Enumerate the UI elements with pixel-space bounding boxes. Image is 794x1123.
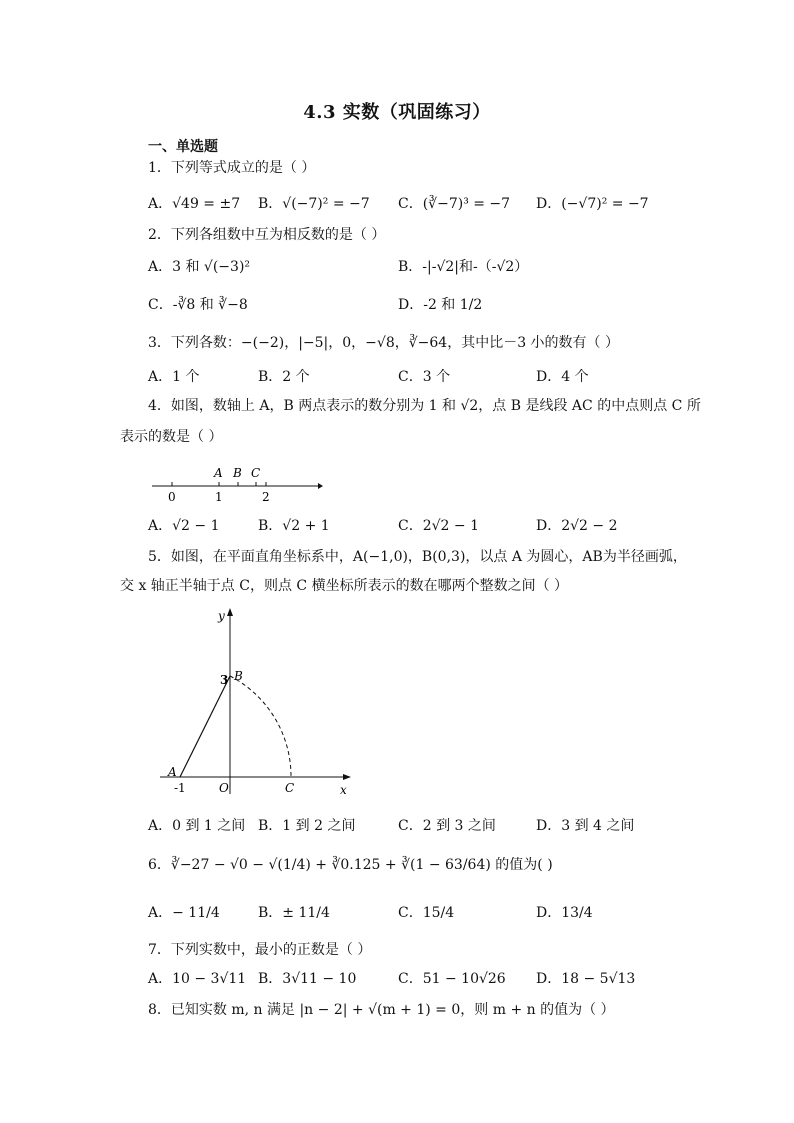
question-4-option-b: B．√2 + 1 <box>258 518 330 534</box>
question-3-stem: 3．下列各数：−(−2)，|−5|，0，−√8，∛−64，其中比－3 小的数有（ ） <box>148 335 620 351</box>
question-3-option-c: C．3 个 <box>398 369 451 385</box>
question-4-option-c: C．2√2 − 1 <box>398 518 479 534</box>
question-7-stem: 7．下列实数中，最小的正数是（ ） <box>148 942 372 958</box>
label-a: A <box>214 466 223 480</box>
question-7-option-b: B．3√11 − 10 <box>258 971 357 987</box>
question-5-stem-line2: 交 x 轴正半轴于点 C，则点 C 横坐标所表示的数在哪两个整数之间（ ） <box>120 578 569 594</box>
tick-neg1-label: -1 <box>174 781 186 795</box>
question-6-option-d: D．13/4 <box>536 905 593 921</box>
question-5-option-c: C．2 到 3 之间 <box>398 818 496 834</box>
question-5-option-b: B．1 到 2 之间 <box>258 818 356 834</box>
point-a-label: A <box>168 765 177 779</box>
point-c-label: C <box>285 781 295 795</box>
question-1-option-a: A．√49 = ±7 <box>148 196 241 212</box>
question-6-option-c: C．15/4 <box>398 905 455 921</box>
tick-label-1: 1 <box>215 490 223 504</box>
question-3-option-d: D．4 个 <box>536 369 589 385</box>
label-b: B <box>233 466 242 480</box>
question-2-option-b: B．-|-√2|和-（-√2） <box>398 259 529 275</box>
question-1-option-c: C．(∛−7)³ = −7 <box>398 196 511 212</box>
question-4-stem-line2: 表示的数是（ ） <box>120 429 223 445</box>
section-heading: 一、单选题 <box>148 139 218 155</box>
segment-ab <box>180 676 230 777</box>
point-b-label: B <box>234 669 243 683</box>
question-4-option-d: D．2√2 − 2 <box>536 518 618 534</box>
question-7-option-d: D．18 − 5√13 <box>536 971 636 987</box>
page-title: 4.3 实数（巩固练习） <box>303 102 491 123</box>
question-7-option-c: C．51 − 10√26 <box>398 971 506 987</box>
question-6-option-a: A．− 11/4 <box>148 905 220 921</box>
question-3-option-b: B．2 个 <box>258 369 310 385</box>
tick-3-label: 3 <box>220 673 229 687</box>
question-6-stem: 6．∛−27 − √0 − √(1/4) + ∛0.125 + ∛(1 − 63/64) 的值为( ) <box>148 857 553 873</box>
question-4-stem-line1: 4．如图，数轴上 A，B 两点表示的数分别为 1 和 √2，点 B 是线段 AC 的中点则点 C 所 <box>148 398 701 414</box>
question-1-option-b: B．√(−7)² = −7 <box>258 196 370 212</box>
tick-label-0: 0 <box>168 490 176 504</box>
question-7-option-a: A．10 − 3√11 <box>148 971 247 987</box>
question-8-stem: 8．已知实数 m, n 满足 |n − 2| + √(m + 1) = 0，则 m + n 的值为（ ） <box>148 1002 615 1018</box>
question-2-option-c: C．-∛8 和 ∛−8 <box>148 297 248 313</box>
question-1-option-d: D．(−√7)² = −7 <box>536 196 649 212</box>
question-5-option-a: A．0 到 1 之间 <box>148 818 246 834</box>
tick-label-2: 2 <box>262 490 270 504</box>
question-2-stem: 2．下列各组数中互为相反数的是（ ） <box>148 227 386 243</box>
question-5-stem-line1: 5．如图，在平面直角坐标系中，A(−1,0)，B(0,3)，以点 A 为圆心，AB为半径画弧， <box>148 549 687 565</box>
label-c: C <box>251 466 261 480</box>
x-axis-label: x <box>340 783 347 797</box>
arc-bc <box>230 676 291 777</box>
question-3-option-a: A．1 个 <box>148 369 200 385</box>
y-axis-label: y <box>218 609 225 623</box>
question-6-option-b: B．± 11/4 <box>258 905 330 921</box>
question-5-option-d: D．3 到 4 之间 <box>536 818 635 834</box>
question-2-option-a: A．3 和 √(−3)² <box>148 259 251 275</box>
question-1-stem: 1．下列等式成立的是（ ） <box>148 160 316 176</box>
coordinate-plane-figure <box>160 604 360 800</box>
question-4-option-a: A．√2 − 1 <box>148 518 220 534</box>
x-axis-arrow <box>343 774 351 780</box>
origin-label: O <box>219 781 229 795</box>
question-2-option-d: D．-2 和 1/2 <box>398 297 483 313</box>
y-axis-arrow <box>227 608 233 616</box>
number-line-figure <box>148 460 328 506</box>
number-line-arrow <box>318 483 323 489</box>
